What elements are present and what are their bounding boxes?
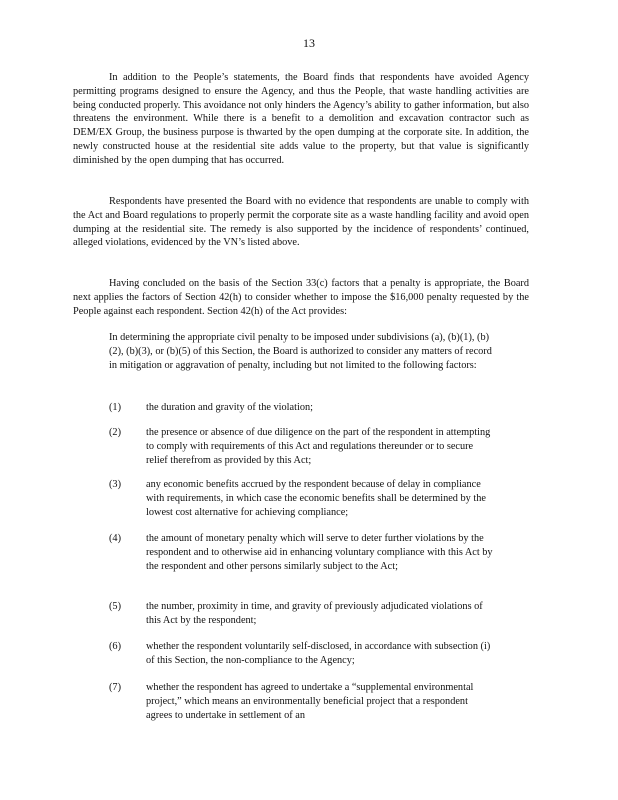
paragraph-section-42h	[73, 277, 529, 318]
paragraph-text: Respondents have presented the Board with no evidence that respondents are unable to comply with the Act and Board regulations to properly permit the corporate site as a waste handling facility and avoid open dumping at the residential site. The remedy is also supported by the incidence of respondents’ continued, alleged violations, evidenced by the VN’s listed above.	[73, 196, 529, 249]
factor-text: any economic benefits accrued by the respondent because of delay in compliance with requirements, in which case the economic benefits shall be determined by the lowest cost alternative for achieving compliance;	[146, 479, 486, 518]
factor-number: (1)	[109, 402, 122, 413]
factor-text: whether the respondent voluntarily self-disclosed, in accordance with subsection (i) of this Section, the non-compliance to the Agency;	[146, 641, 491, 666]
paragraph-respondents-evidence	[73, 195, 529, 250]
factor-text: the amount of monetary penalty which will serve to deter further violations by the respondent and to otherwise aid in enhancing voluntary compliance with this Act by the respondent and other persons similarly subject to the Act;	[146, 533, 493, 572]
factor-text: whether the respondent has agreed to undertake a “supplemental environmental project,” which means an environmentally beneficial project that a respondent agrees to undertake in settlement of an	[146, 682, 474, 721]
factor-number: (6)	[109, 641, 122, 652]
factor-text: the presence or absence of due diligence on the part of the respondent in attempting to comply with requirements of this Act and regulations thereunder or to secure relief therefrom as provided by this Act;	[146, 427, 491, 466]
factor-number: (3)	[109, 479, 122, 490]
paragraph-board-findings	[73, 71, 529, 168]
factor-text: the duration and gravity of the violation;	[146, 402, 313, 413]
paragraph-text: In addition to the People’s statements, the Board finds that respondents have avoided Agency permitting programs designed to ensure the Agency, and thus the People, that waste handling activities are being conducted properly. This avoidance not only hinders the Agency’s ability to gather information, but also threatens the environment. While there is a benefit to a demolition and excavation contractor such as DEM/EX Group, the business purpose is thwarted by the open dumping at the corporate site. In addition, the newly constructed house at the residential site adds value to the property, but that value is significantly diminished by the open dumping that has occurred.	[73, 72, 529, 166]
factor-number: (5)	[109, 601, 122, 612]
factor-number: (2)	[109, 427, 122, 438]
paragraph-text: Having concluded on the basis of the Section 33(c) factors that a penalty is appropriate, the Board next applies the factors of Section 42(h) to consider whether to impose the $16,000 penalty requested by the People against each respondent. Section 42(h) of the Act provides:	[73, 278, 529, 317]
factor-text: the number, proximity in time, and gravity of previously adjudicated violations of this Act by the respondent;	[146, 601, 483, 626]
page-number: 13	[303, 36, 315, 50]
factor-number: (4)	[109, 533, 122, 544]
factor-number: (7)	[109, 682, 122, 693]
block-quote-intro: In determining the appropriate civil penalty to be imposed under subdivisions (a), (b)(1), (b)(2), (b)(3), or (b)(5) of this Section, the Board is authorized to consider any matters of record in mitigation or aggravation of penalty, including but not limited to the following factors:	[109, 332, 492, 371]
